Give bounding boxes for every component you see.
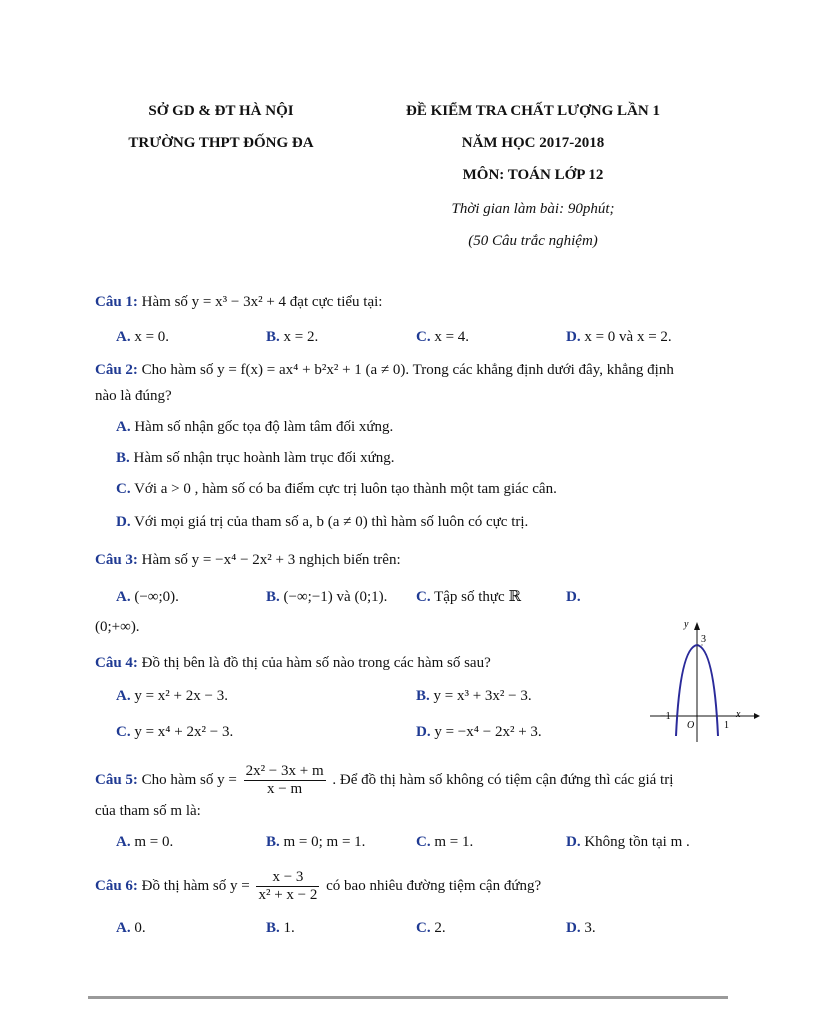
question-1-label: Câu 1: bbox=[95, 294, 138, 310]
option-key: A. bbox=[116, 688, 131, 704]
q1-option-c bbox=[416, 328, 469, 346]
footer-divider bbox=[88, 996, 728, 999]
q3-option-a bbox=[116, 588, 179, 606]
option-key: B. bbox=[116, 450, 130, 466]
option-key: B. bbox=[266, 329, 280, 345]
fraction bbox=[244, 763, 326, 798]
option-text: y = x⁴ + 2x² − 3. bbox=[134, 724, 234, 740]
q3-option-d: (0;+∞). bbox=[95, 619, 140, 635]
question-4 bbox=[95, 654, 491, 672]
y-axis-label: y bbox=[684, 619, 689, 630]
q6-option-a bbox=[116, 919, 146, 937]
option-key: A. bbox=[116, 329, 131, 345]
q1-option-b bbox=[266, 328, 318, 346]
exam-title: ĐỀ KIỂM TRA CHẤT LƯỢNG LẦN 1 bbox=[406, 103, 660, 119]
option-text: x = 0 và x = 2. bbox=[584, 329, 672, 345]
q4-option-a bbox=[116, 687, 228, 705]
question-1 bbox=[95, 293, 382, 311]
q4-option-b bbox=[416, 687, 532, 705]
option-text: Hàm số nhận gốc tọa độ làm tâm đối xứng. bbox=[134, 419, 394, 435]
x-axis-arrow-icon bbox=[754, 713, 760, 719]
origin-label: O bbox=[687, 720, 695, 731]
option-text: x = 0. bbox=[134, 329, 170, 345]
question-5 bbox=[95, 760, 673, 800]
neg-tick-label: −1 bbox=[660, 711, 671, 722]
option-text: Tập số thực ℝ bbox=[434, 589, 521, 605]
option-text: x = 4. bbox=[434, 329, 470, 345]
question-1-stem: Hàm số y = x³ − 3x² + 4 đạt cực tiểu tại: bbox=[141, 294, 383, 310]
question-5-stem-post: . Để đồ thị hàm số không có tiệm cận đứng thì các giá trị bbox=[332, 772, 674, 788]
q5-option-b bbox=[266, 833, 365, 851]
question-3-stem: Hàm số y = −x⁴ − 2x² + 3 nghịch biến trên: bbox=[141, 552, 401, 568]
option-text: m = 0. bbox=[134, 834, 174, 850]
q6-option-d bbox=[566, 919, 596, 937]
question-2-stem-cont: nào là đúng? bbox=[95, 388, 172, 404]
q5-option-c bbox=[416, 833, 473, 851]
option-key: B. bbox=[266, 589, 280, 605]
option-text: Hàm số nhận trục hoành làm trục đối xứng. bbox=[133, 450, 395, 466]
q3-option-c bbox=[416, 588, 521, 606]
option-key: C. bbox=[416, 589, 431, 605]
q6-option-b bbox=[266, 919, 295, 937]
option-key: B. bbox=[266, 834, 280, 850]
option-key: D. bbox=[416, 724, 431, 740]
school-name: TRƯỜNG THPT ĐỐNG ĐA bbox=[128, 135, 314, 151]
peak-label: 3 bbox=[701, 634, 706, 645]
time-limit: Thời gian làm bài: 90phút; bbox=[451, 201, 615, 217]
option-text: 2. bbox=[434, 920, 446, 936]
question-5-stem-pre: Cho hàm số y = bbox=[141, 772, 237, 788]
option-text: y = x³ + 3x² − 3. bbox=[433, 688, 532, 704]
question-6-label: Câu 6: bbox=[95, 878, 138, 894]
q1-option-d bbox=[566, 328, 672, 346]
q2-option-a bbox=[116, 418, 393, 436]
option-text: (−∞;−1) và (0;1). bbox=[283, 589, 388, 605]
question-2 bbox=[95, 361, 674, 379]
q6-option-c bbox=[416, 919, 446, 937]
school-year: NĂM HỌC 2017-2018 bbox=[461, 135, 605, 151]
option-key: A. bbox=[116, 834, 131, 850]
y-axis-arrow-icon bbox=[694, 622, 700, 630]
q3-option-d-key bbox=[566, 588, 581, 606]
q4-option-d bbox=[416, 723, 542, 741]
department-name: SỞ GD & ĐT HÀ NỘI bbox=[148, 103, 294, 119]
question-2-stem: Cho hàm số y = f(x) = ax⁴ + b²x² + 1 (a ≠ 0). Trong các khẳng định dưới đây, khẳng định bbox=[141, 362, 674, 378]
option-text: m = 1. bbox=[434, 834, 474, 850]
option-key: A. bbox=[116, 920, 131, 936]
option-text: 0. bbox=[134, 920, 146, 936]
question-3 bbox=[95, 551, 401, 569]
question-6-stem-pre: Đồ thị hàm số y = bbox=[141, 878, 250, 894]
question-5-stem-cont: của tham số m là: bbox=[95, 803, 201, 819]
question-2-label: Câu 2: bbox=[95, 362, 138, 378]
q2-option-c bbox=[116, 480, 557, 498]
option-key: A. bbox=[116, 419, 131, 435]
question-6 bbox=[95, 866, 541, 906]
option-text: Với mọi giá trị của tham số a, b (a ≠ 0) thì hàm số luôn có cực trị. bbox=[134, 514, 529, 530]
q5-option-d bbox=[566, 833, 690, 851]
option-key: C. bbox=[416, 834, 431, 850]
function-graph bbox=[650, 618, 760, 746]
option-text: 3. bbox=[584, 920, 596, 936]
option-key: B. bbox=[266, 920, 280, 936]
q5-option-a bbox=[116, 833, 173, 851]
option-text: (−∞;0). bbox=[134, 589, 179, 605]
q2-option-b bbox=[116, 449, 395, 467]
numerator: x − 3 bbox=[256, 869, 319, 887]
option-text: m = 0; m = 1. bbox=[283, 834, 366, 850]
option-key: B. bbox=[416, 688, 430, 704]
q4-option-c bbox=[116, 723, 233, 741]
denominator: x² + x − 2 bbox=[258, 887, 318, 904]
q1-option-a bbox=[116, 328, 169, 346]
option-key: C. bbox=[416, 329, 431, 345]
numerator: 2x² − 3x + m bbox=[245, 763, 324, 780]
option-key: D. bbox=[566, 834, 581, 850]
option-text: y = −x⁴ − 2x² + 3. bbox=[434, 724, 542, 740]
option-text: Với a > 0 , hàm số có ba điểm cực trị luôn tạo thành một tam giác cân. bbox=[134, 481, 557, 497]
question-count: (50 Câu trắc nghiệm) bbox=[468, 233, 598, 249]
q2-option-d bbox=[116, 513, 528, 531]
q3-option-b bbox=[266, 588, 387, 606]
option-key: D. bbox=[566, 920, 581, 936]
option-text: Không tồn tại m . bbox=[584, 834, 690, 850]
option-key: A. bbox=[116, 589, 131, 605]
option-text: y = x² + 2x − 3. bbox=[134, 688, 228, 704]
option-text: x = 2. bbox=[283, 329, 319, 345]
option-key: D. bbox=[566, 589, 581, 605]
question-4-label: Câu 4: bbox=[95, 655, 138, 671]
question-3-label: Câu 3: bbox=[95, 552, 138, 568]
pos-tick-label: 1 bbox=[724, 720, 729, 731]
fraction bbox=[256, 869, 319, 904]
option-key: D. bbox=[116, 514, 131, 530]
question-4-stem: Đồ thị bên là đồ thị của hàm số nào trong các hàm số sau? bbox=[141, 655, 491, 671]
option-key: D. bbox=[566, 329, 581, 345]
option-key: C. bbox=[116, 724, 131, 740]
denominator: x − m bbox=[267, 781, 303, 798]
x-axis-label: x bbox=[736, 709, 741, 720]
option-text: 1. bbox=[283, 920, 295, 936]
question-6-stem-post: có bao nhiêu đường tiệm cận đứng? bbox=[326, 878, 542, 894]
subject: MÔN: TOÁN LỚP 12 bbox=[462, 167, 604, 183]
question-5-label: Câu 5: bbox=[95, 772, 138, 788]
option-key: C. bbox=[116, 481, 131, 497]
option-key: C. bbox=[416, 920, 431, 936]
